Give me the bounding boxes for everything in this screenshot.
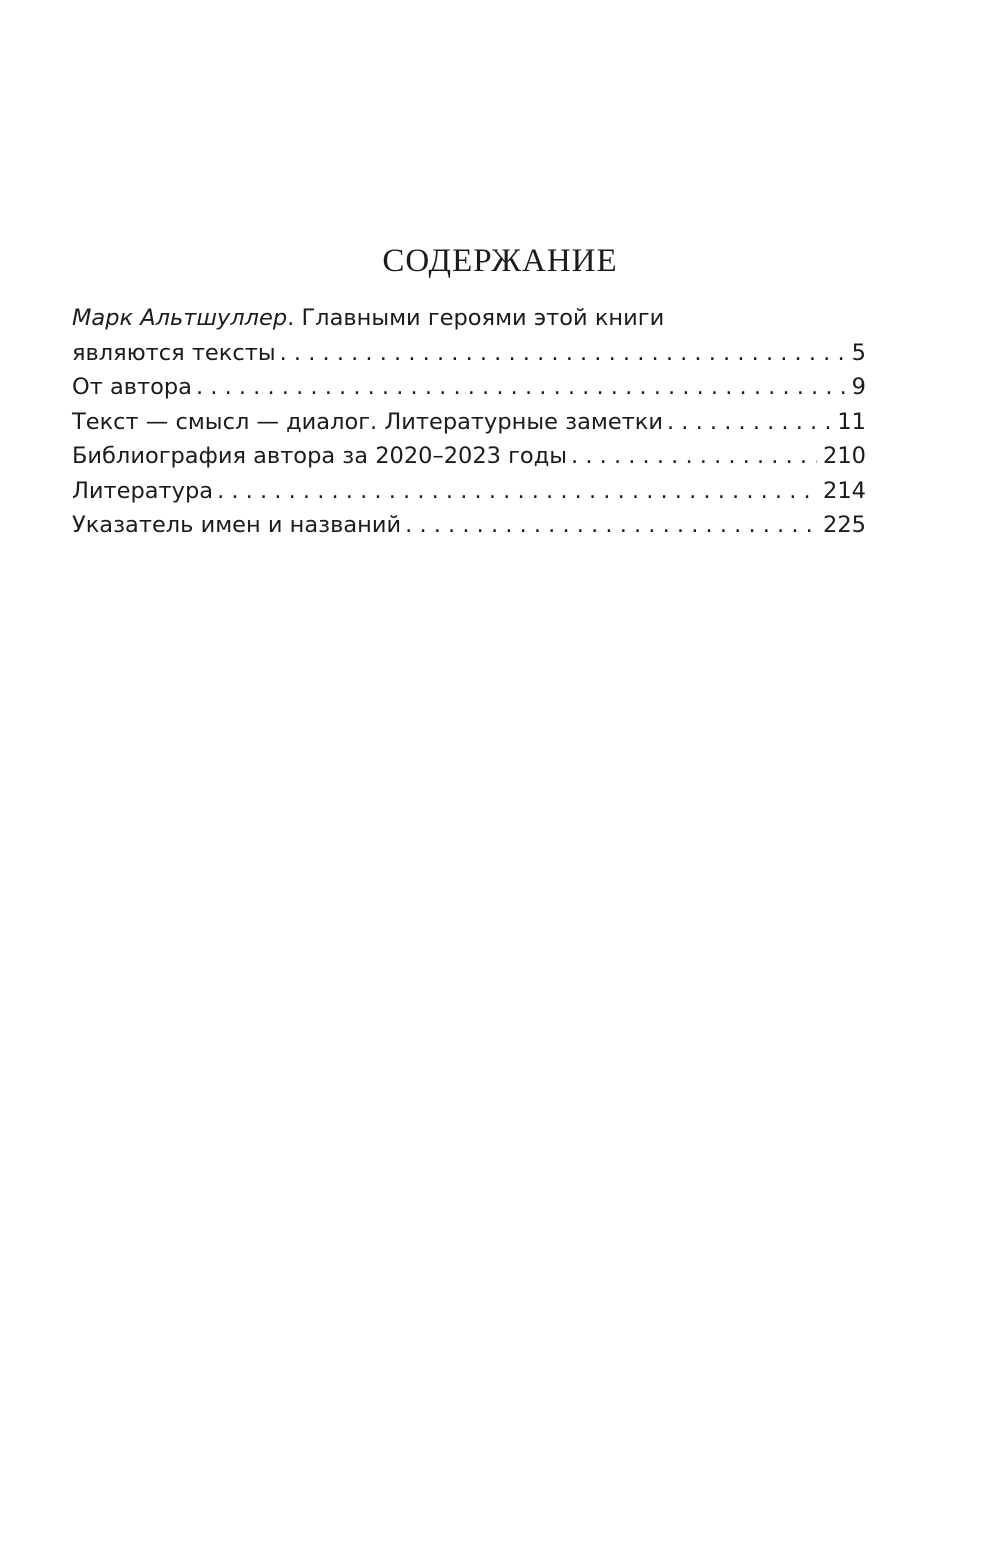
toc-entry-title: От автора <box>72 374 192 400</box>
toc-entry[interactable] <box>72 439 866 474</box>
dot-leader <box>667 405 831 440</box>
toc-entry-page: 5 <box>851 339 866 366</box>
dot-leader <box>280 336 846 371</box>
toc-entry[interactable] <box>72 370 866 405</box>
toc-entry-page: 210 <box>823 443 866 469</box>
dot-leader <box>217 474 817 509</box>
toc-entry-1-line-2[interactable] <box>72 336 866 371</box>
dot-leader <box>196 370 846 405</box>
toc-entry-title: Текст — смысл — диалог. Литературные заметки <box>72 408 663 435</box>
toc-entry-page: 214 <box>823 477 866 504</box>
toc-entry-title: являются тексты <box>72 339 276 366</box>
toc-entry[interactable] <box>72 508 866 543</box>
toc-entry[interactable] <box>72 474 866 509</box>
toc-entry-title: Литература <box>72 477 214 504</box>
toc-entry-title-part: . Главными героями этой книги <box>287 305 665 331</box>
toc-entry-page: 225 <box>823 512 866 538</box>
toc-entry-title: Библиография автора за 2020–2023 годы <box>72 443 568 469</box>
toc-title: СОДЕРЖАНИЕ <box>382 243 618 279</box>
toc-entry-1-line-1 <box>72 301 866 336</box>
toc-entry-page: 9 <box>851 374 866 400</box>
toc-entry-author: Марк Альтшуллер <box>72 305 288 331</box>
dot-leader <box>571 439 817 474</box>
toc-entry-page: 11 <box>837 408 866 435</box>
toc-entry-title: Указатель имен и названий <box>72 512 402 538</box>
toc-entry[interactable] <box>72 405 866 440</box>
table-of-contents <box>72 301 866 543</box>
dot-leader <box>405 508 817 543</box>
